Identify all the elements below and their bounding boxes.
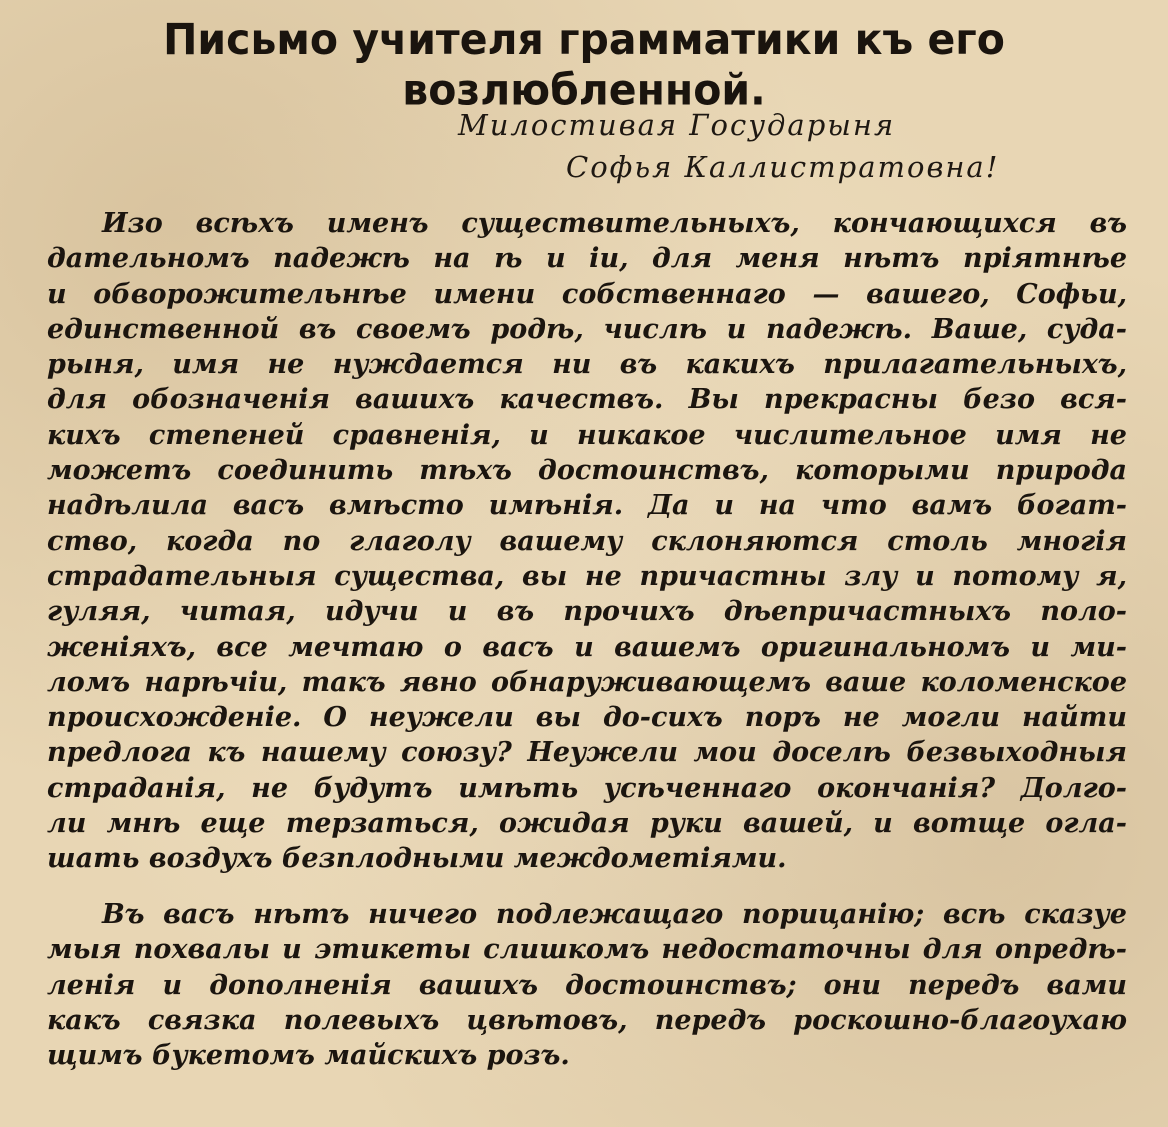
text-line: женіяхъ, все мечтаю о васъ и вашемъ оригинальномъ и ми- <box>47 631 1127 663</box>
text-line: страданія, не будутъ имѣть усѣченнаго окончанія? Долго- <box>47 772 1127 804</box>
text-line: Изо всѣхъ именъ существительныхъ, кончающихся въ <box>102 208 1127 239</box>
text-line: мыя похвалы и этикеты слишкомъ недостаточны для опредѣ- <box>47 934 1127 966</box>
text-line: ство, когда по глаголу вашему склоняются столь многія <box>47 525 1127 557</box>
text-line: происхожденіе. О неужели вы до-сихъ поръ не могли найти <box>47 702 1127 734</box>
text-line: рыня, имя не нуждается ни въ какихъ прилагательныхъ, <box>47 349 1127 381</box>
text-line: надѣлила васъ вмѣсто имѣнія. Да и на что вамъ богат- <box>47 490 1127 522</box>
text-line: какъ связка полевыхъ цвѣтовъ, передъ роскошно-благоухаю <box>47 1004 1127 1036</box>
text-line: предлога къ нашему союзу? Неужели мои доселѣ безвыходныя <box>47 737 1127 769</box>
text-line: ленія и дополненія вашихъ достоинствъ; они передъ вами <box>47 969 1127 1001</box>
text-line: гуляя, читая, идучи и въ прочихъ дѣепричастныхъ поло- <box>47 596 1127 628</box>
paragraph-2 <box>47 897 1127 1073</box>
letter-title: Письмо учителя грамматики къ его возлюбленной. <box>163 14 1005 115</box>
text-line: можетъ соединить тѣхъ достоинствъ, которыми природа <box>47 455 1127 487</box>
text-line: единственной въ своемъ родѣ, числѣ и падежѣ. Ваше, суда- <box>47 313 1127 345</box>
text-line: для обозначенія вашихъ качествъ. Вы прекрасны безо вся- <box>47 384 1127 416</box>
text-line: шать воздухъ безплодными междометіями. <box>47 843 787 875</box>
text-line: страдательныя существа, вы не причастны злу и потому я, <box>47 560 1127 592</box>
text-line: дательномъ падежѣ на ѣ и іи, для меня нѣтъ пріятнѣе <box>47 243 1127 275</box>
text-line: ломъ нарѣчіи, такъ явно обнаруживающемъ ваше коломенское <box>47 666 1127 698</box>
text-line: Въ васъ нѣтъ ничего подлежащаго порицанію; всѣ сказуе <box>102 899 1127 930</box>
text-line: щимъ букетомъ майскихъ розъ. <box>47 1040 570 1072</box>
salutation-line-1: Милостивая Государыня <box>458 108 896 142</box>
text-line: ли мнѣ еще терзаться, ожидая руки вашей, и вотще огла- <box>47 808 1127 840</box>
text-line: кихъ степеней сравненія, и никакое числительное имя не <box>47 419 1127 451</box>
text-line: и обворожительнѣе имени собственнаго — вашего, Софьи, <box>47 278 1127 310</box>
paragraph-1 <box>47 206 1127 877</box>
salutation-line-2: Софья Каллистратовна! <box>566 150 1000 184</box>
